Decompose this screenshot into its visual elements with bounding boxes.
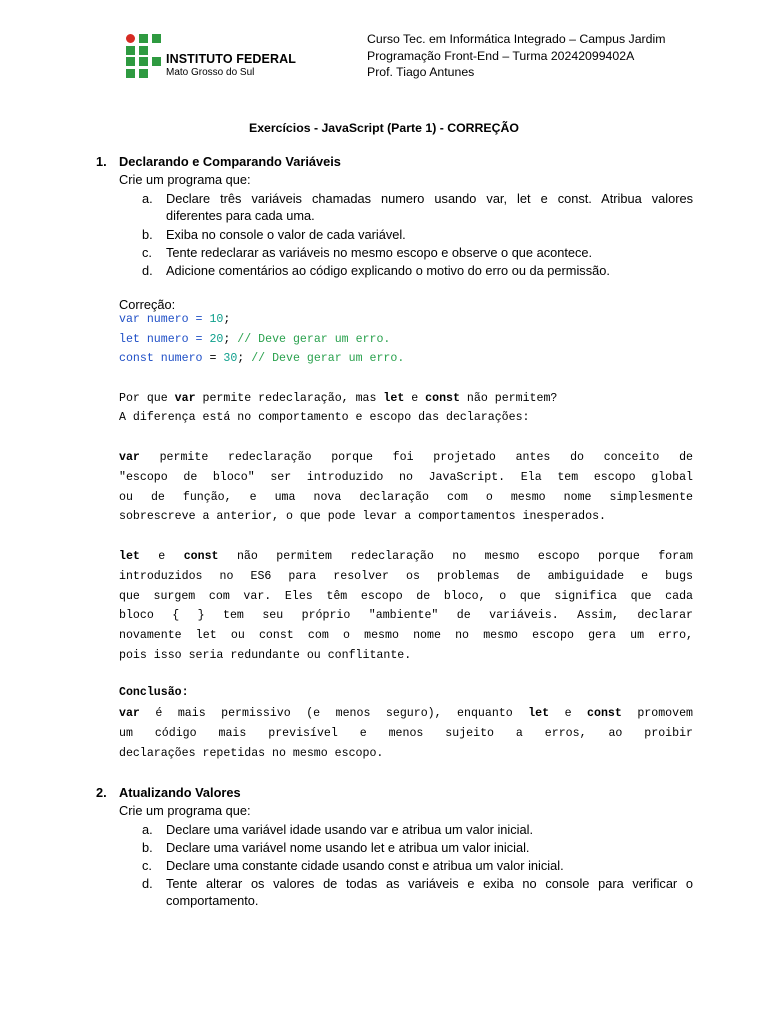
list-letter: a. (142, 191, 153, 206)
page-title: Exercícios - JavaScript (Parte 1) - CORREÇÃO (249, 121, 519, 135)
list-item (142, 190, 693, 224)
list-item (142, 839, 530, 856)
list-item-text: Exiba no console o valor de cada variável. (166, 227, 406, 242)
header-info (367, 31, 665, 81)
institution-logo (126, 34, 301, 80)
list-item-text: Tente redeclarar as variáveis no mesmo escopo e observe o que acontece. (166, 245, 593, 260)
logo-grid-icon (126, 34, 162, 78)
code-line-3: const numero = 30; // Deve gerar um erro. (119, 352, 405, 365)
list-item-text: Tente alterar os valores de todas as variáveis e exiba no console para verificar o (166, 876, 693, 891)
list-item-text: Declare três variáveis chamadas numero usando var, let e const. Atribua valores (166, 191, 693, 206)
section-1-intro: Crie um programa que: (119, 172, 251, 187)
list-letter: b. (142, 227, 153, 242)
list-item (142, 244, 593, 261)
section-1-heading: Declarando e Comparando Variáveis (119, 154, 341, 169)
list-item-text: Declare uma variável nome usando let e atribua um valor inicial. (166, 840, 530, 855)
section-1-number: 1. (96, 154, 107, 169)
list-item (142, 821, 534, 838)
list-item (142, 857, 564, 874)
code-line-1: var numero = 10; (119, 313, 231, 326)
conclusion-label: Conclusão: (119, 686, 189, 699)
logo-subtitle: Mato Grosso do Sul (166, 67, 255, 78)
subject-line: Programação Front-End – Turma 20242099402A (367, 48, 635, 63)
list-item-text: Declare uma constante cidade usando const e atribua um valor inicial. (166, 858, 564, 873)
list-item-text: Adicione comentários ao código explicando o motivo do erro ou da permissão. (166, 263, 610, 278)
list-item-text: comportamento. (166, 893, 259, 908)
var-paragraph: var permite redeclaração porque foi projetado antes do conceito de "escopo de bloco" ser introduzido no JavaScript. Ela tem escopo global ou de função, e uma nova declaração com o mesmo nome simplesmente sobrescreve a anterior, o que pode levar a comportamentos inesperados. (119, 451, 693, 524)
section-2-heading: Atualizando Valores (119, 785, 241, 800)
list-item (142, 226, 406, 243)
question-line: Por que var permite redeclaração, mas let e const não permitem? (119, 392, 558, 405)
list-item (142, 875, 693, 909)
list-letter: c. (142, 858, 152, 873)
list-letter: c. (142, 245, 152, 260)
let-const-paragraph: let e const não permitem redeclaração no mesmo escopo porque foram introduzidos no ES6 para resolver os problemas de ambiguidade e bugs que surgem com var. Eles têm escopo de bloco, o que significa que cada bloco { } tem seu próprio "ambiente" de variáveis. Assim, declarar novamente let ou const com o mesmo nome no mesmo escopo gera um erro, pois isso seria redundante ou conflitante. (119, 550, 694, 662)
course-line: Curso Tec. em Informática Integrado – Campus Jardim (367, 32, 666, 46)
conclusion-paragraph: var é mais permissivo (e menos seguro), enquanto let e const promovem um código mais previsível e menos sujeito a erros, ao proibir declarações repetidas no mesmo escopo. (119, 707, 693, 760)
list-letter: d. (142, 876, 153, 891)
logo-title: INSTITUTO FEDERAL (166, 52, 296, 66)
correction-label: Correção: (119, 297, 176, 312)
section-2-number: 2. (96, 785, 107, 800)
section-2-intro: Crie um programa que: (119, 803, 251, 818)
list-item-text: diferentes para cada uma. (166, 208, 315, 223)
list-letter: a. (142, 822, 153, 837)
list-item-text: Declare uma variável idade usando var e atribua um valor inicial. (166, 822, 534, 837)
list-letter: d. (142, 263, 153, 278)
teacher-line: Prof. Tiago Antunes (367, 65, 475, 79)
list-letter: b. (142, 840, 153, 855)
list-item (142, 262, 610, 279)
answer-line: A diferença está no comportamento e escopo das declarações: (119, 411, 530, 424)
code-line-2: let numero = 20; // Deve gerar um erro. (119, 333, 391, 346)
